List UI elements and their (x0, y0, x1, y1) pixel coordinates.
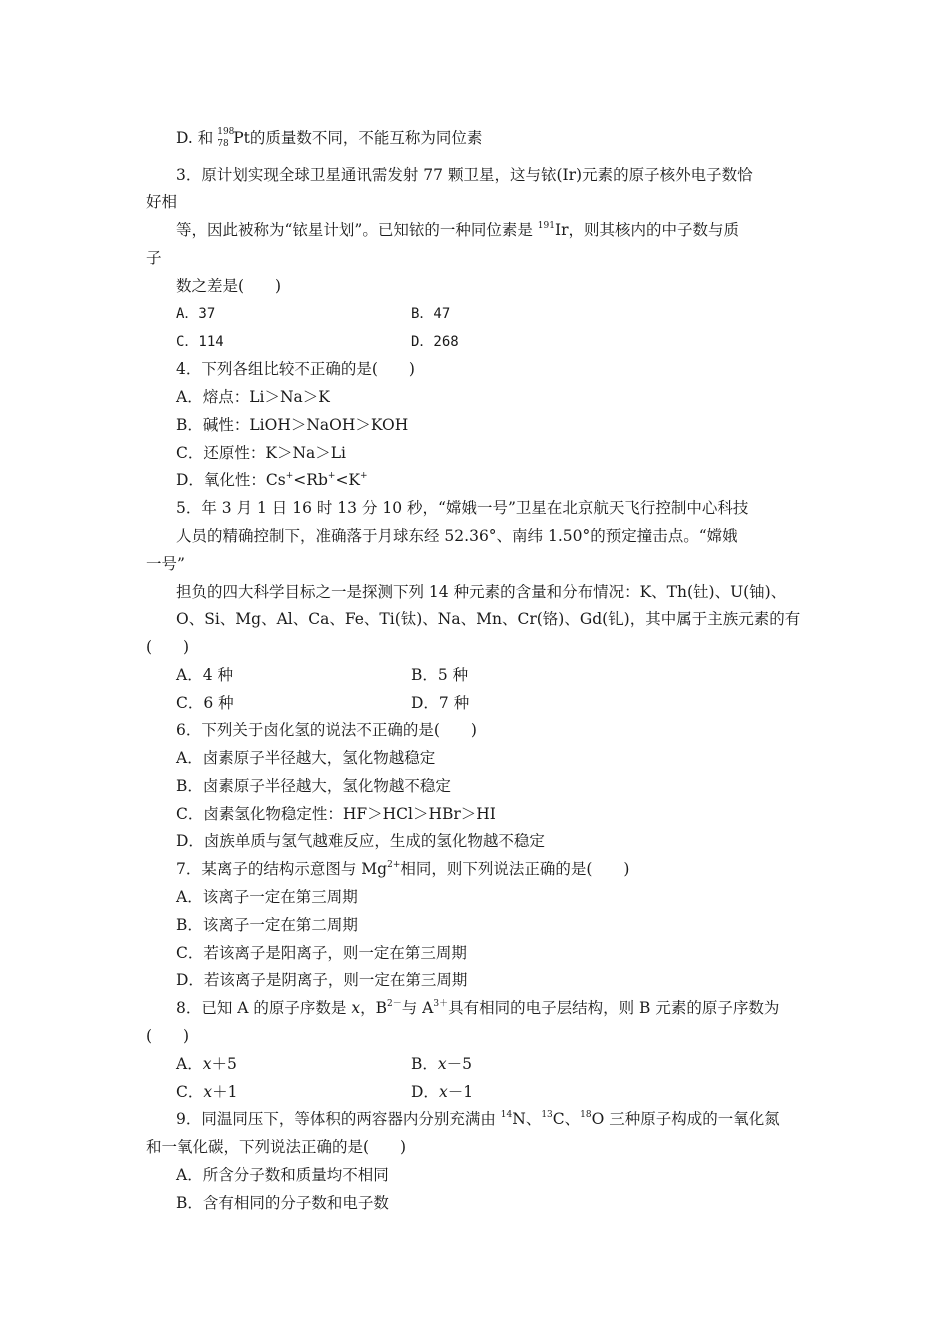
q4-option-a: A．熔点：Li＞Na＞K (176, 388, 330, 406)
q2-option-d: D. 和 198 78 Pt的质量数不同，不能互称为同位素 (176, 127, 483, 149)
q3-stem-line3: 等，因此被称为“铱星计划”。已知铱的一种同位素是 $^{191}$Ir，则其核内的中子数与质 (176, 221, 740, 239)
q7-option-c: C．若该离子是阳离子，则一定在第三周期 (176, 944, 467, 962)
q8-stem-line1: 8．已知 A 的原子序数是 x，$B^{2-}$与 $A^{3+}$具有相同的电子层结构，则 B 元素的原子序数为 (176, 999, 780, 1017)
q9-option-a: A．所含分子数和质量均不相同 (176, 1166, 389, 1184)
q3-stem-line1: 3．原计划实现全球卫星通讯需发射 77 颗卫星，这与铱(Ir)元素的原子核外电子数恰 (176, 166, 753, 184)
q5-stem-line2: 人员的精确控制下，准确落于月球东经 52.36°、南纬 1.50°的预定撞击点。“嫦娥 (176, 527, 738, 545)
q6-stem: 6．下列关于卤化氢的说法不正确的是( ) (176, 721, 477, 739)
q5-option-c: C．6 种 (176, 694, 234, 712)
q5-option-d: D．7 种 (411, 694, 470, 712)
q7-option-b: B．该离子一定在第二周期 (176, 916, 358, 934)
q7-option-d: D．若该离子是阴离子，则一定在第三周期 (176, 971, 468, 989)
q4-option-d: D．氧化性：Cs+<Rb+<K+ (176, 471, 368, 489)
q2-d-prefix: D. 和 (176, 129, 214, 147)
q3-option-b: B．47 (411, 306, 451, 322)
q5-option-a: A．4 种 (176, 666, 233, 684)
q5-stem-line3: 一号” (146, 555, 185, 573)
q3-stem-line4: 子 (146, 249, 162, 267)
pt-isotope-notation: 198 78 (217, 127, 235, 149)
q8-stem-line2: ( ) (146, 1027, 190, 1045)
q5-option-b: B．5 种 (411, 666, 469, 684)
q4-stem: 4．下列各组比较不正确的是( ) (176, 360, 415, 378)
q8-option-b: B．x－5 (411, 1055, 473, 1073)
q3-stem-line2: 好相 (146, 193, 178, 211)
q5-stem-line5: O、Si、Mg、Al、Ca、Fe、Ti(钛)、Na、Mn、Cr(铬)、Gd(钆)，其中属于主族元素的有 (176, 610, 801, 628)
q3-option-a: A．37 (176, 306, 216, 322)
q6-option-c: C．卤素氢化物稳定性：HF＞HCl＞HBr＞HI (176, 805, 496, 823)
q7-option-a: A．该离子一定在第三周期 (176, 888, 358, 906)
q3-option-d: D．268 (411, 334, 459, 350)
q8-option-c: C．x＋1 (176, 1083, 238, 1101)
q3-option-c: C．114 (176, 334, 224, 350)
q5-stem-line4: 担负的四大科学目标之一是探测下列 14 种元素的含量和分布情况：K、Th(钍)、U(铀)、 (176, 583, 787, 601)
q6-option-a: A．卤素原子半径越大，氢化物越稳定 (176, 749, 436, 767)
q4-option-b: B．碱性：LiOH＞NaOH＞KOH (176, 416, 409, 434)
q9-option-b: B．含有相同的分子数和电子数 (176, 1194, 389, 1212)
q8-option-a: A．x＋5 (176, 1055, 237, 1073)
q9-stem-line1: 9．同温同压下，等体积的两容器内分别充满由 $^{14}$N、$^{13}$C、$^{18}$O 三种原子构成的一氧化氮 (176, 1110, 780, 1128)
q6-option-d: D．卤族单质与氢气越难反应，生成的氢化物越不稳定 (176, 832, 545, 850)
q9-stem-line2: 和一氧化碳，下列说法正确的是( ) (146, 1138, 407, 1156)
q6-option-b: B．卤素原子半径越大，氢化物越不稳定 (176, 777, 451, 795)
q4-option-c: C．还原性：K＞Na＞Li (176, 444, 346, 462)
q5-stem-line6: ( ) (146, 638, 190, 656)
q7-stem: 7．某离子的结构示意图与 $Mg^{2+}$相同，则下列说法正确的是( ) (176, 860, 630, 878)
pt-symbol: Pt (233, 129, 250, 147)
q3-stem-line5: 数之差是( ) (176, 277, 282, 295)
q5-stem-line1: 5．年 3 月 1 日 16 时 13 分 10 秒，“嫦娥一号”卫星在北京航天飞行控制中心科技 (176, 499, 749, 517)
q8-option-d: D．x－1 (411, 1083, 474, 1101)
